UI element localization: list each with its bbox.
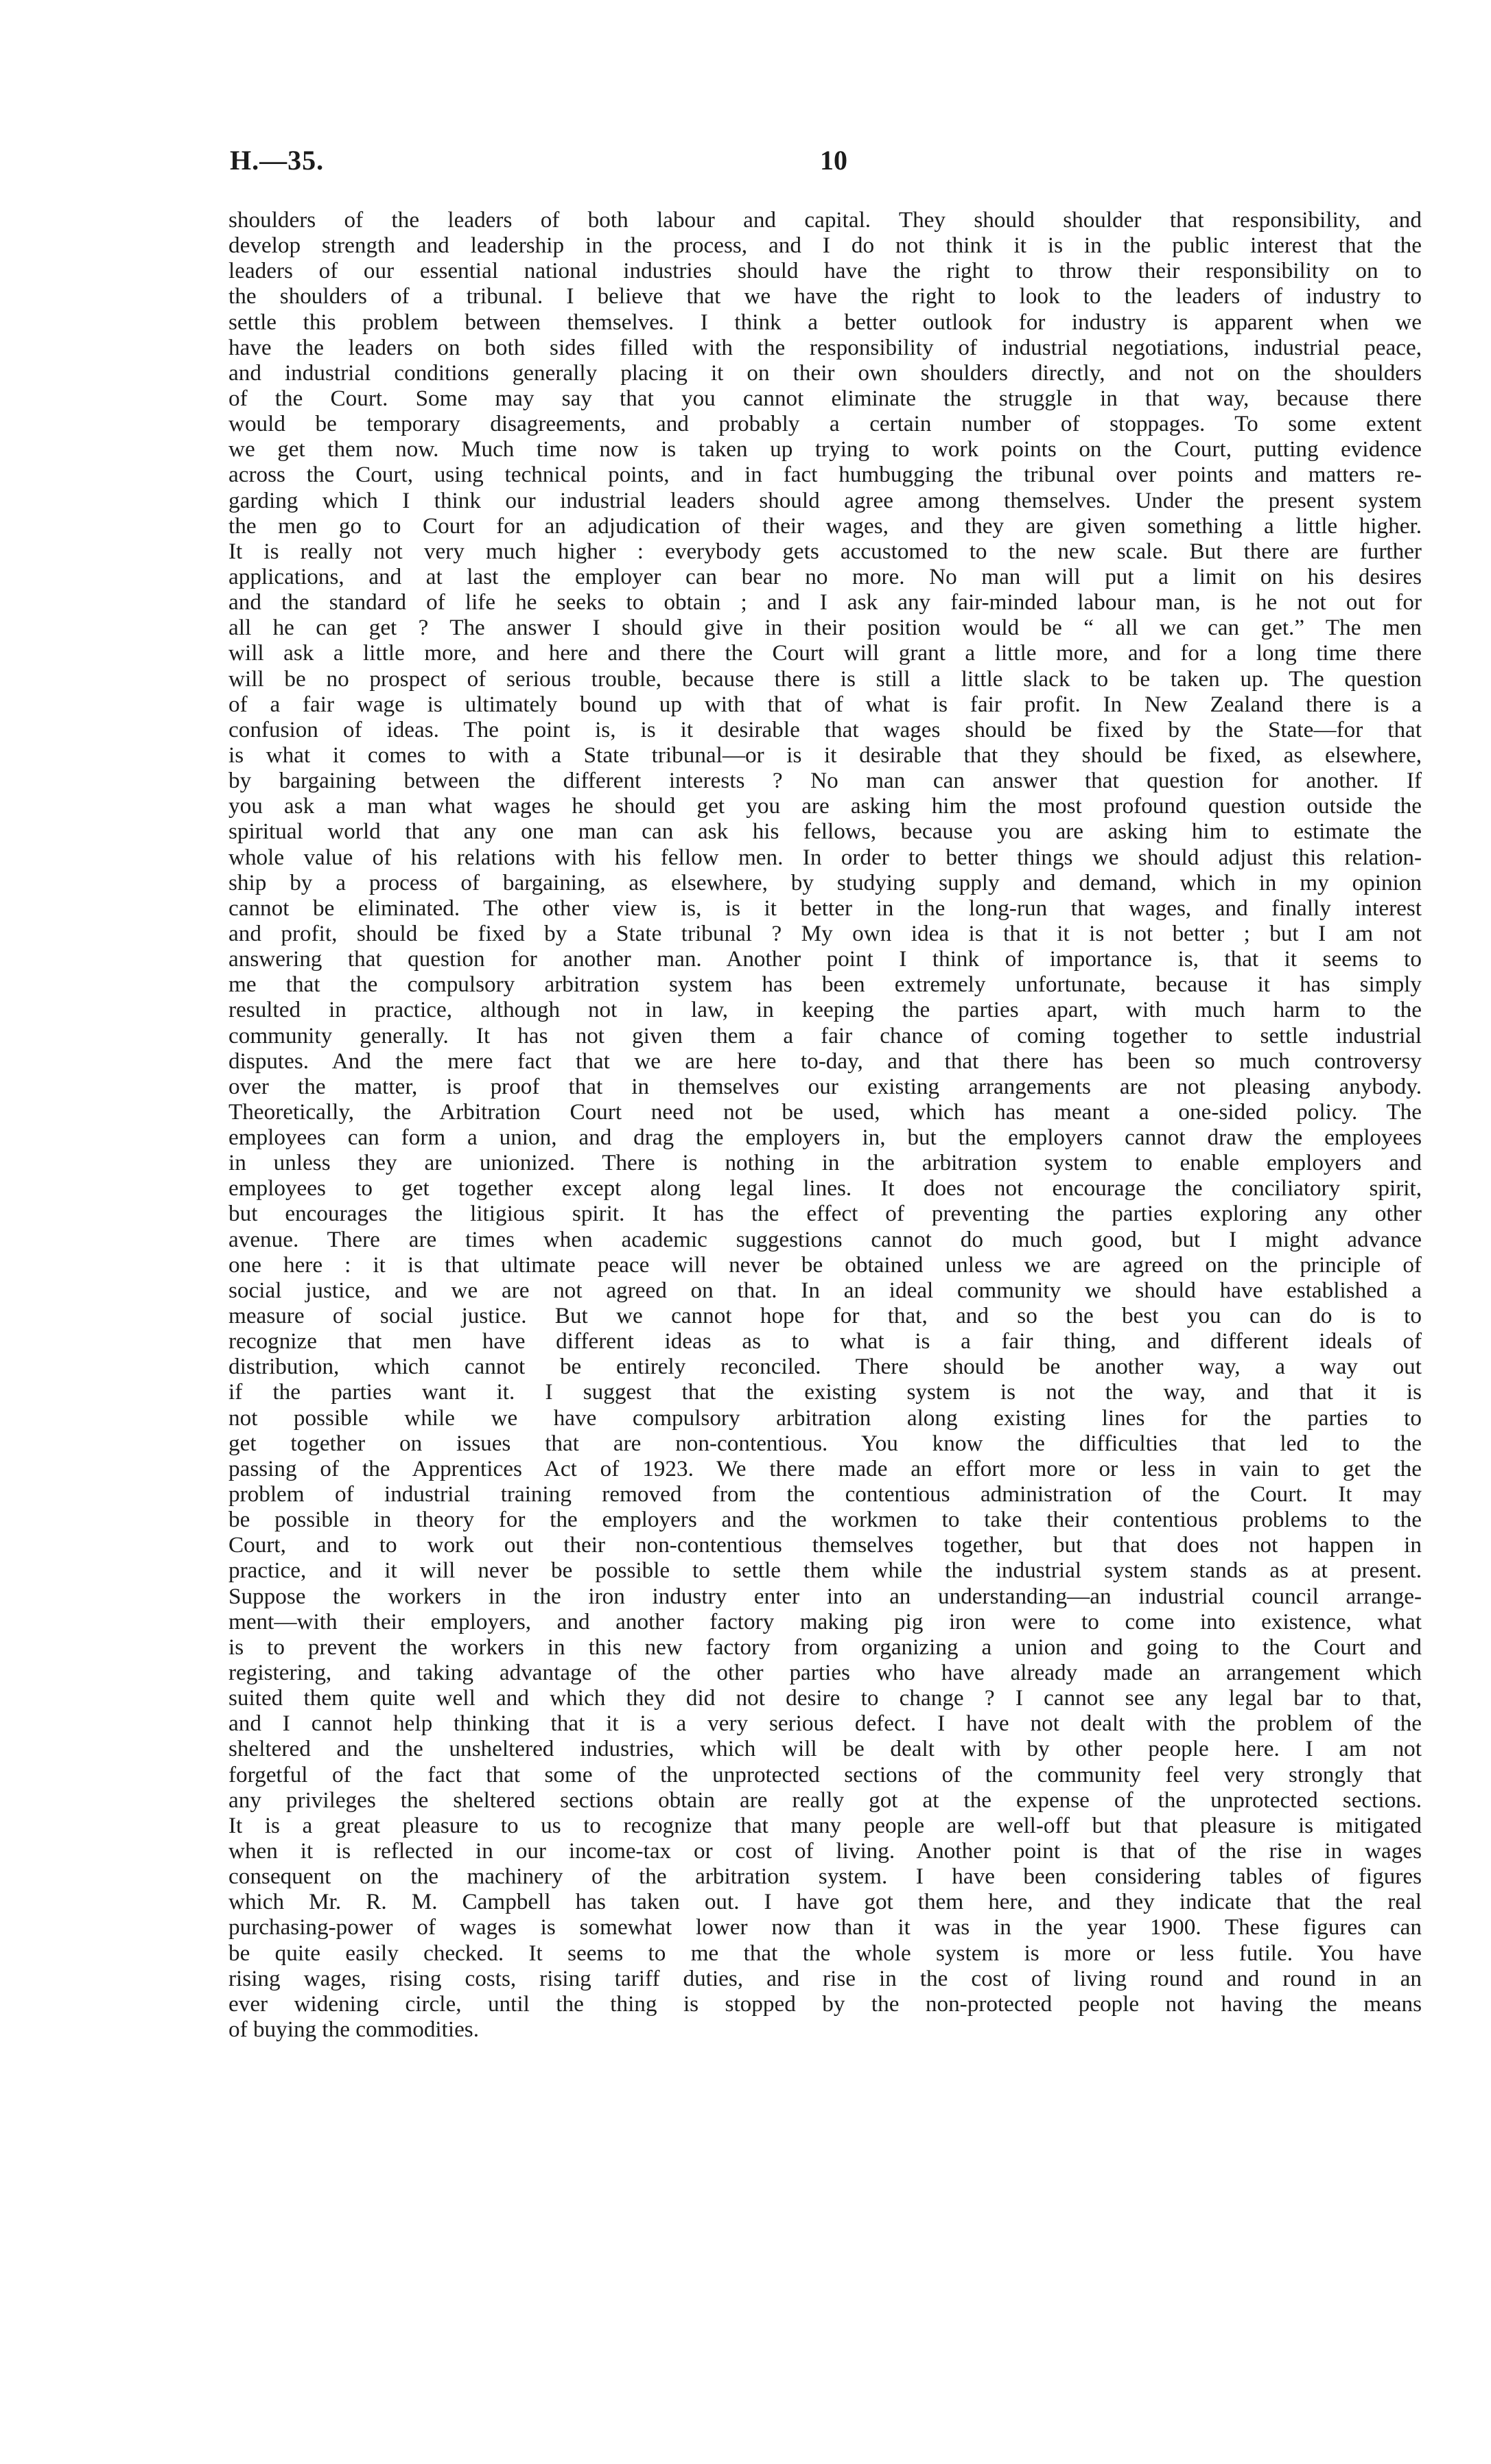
text-line: It is really not very much higher : everybody gets accustomed to the new scale. But there are further	[228, 538, 1422, 564]
text-line: ship by a process of bargaining, as elsewhere, by studying supply and demand, which in my opinion	[228, 869, 1422, 895]
text-line: in unless they are unionized. There is nothing in the arbitration system to enable employers and	[228, 1150, 1422, 1176]
text-line: across the Court, using technical points, and in fact humbugging the tribunal over points and matters re-	[228, 462, 1422, 488]
text-line: Suppose the workers in the iron industry enter into an understanding—an industrial council arrange-	[228, 1583, 1422, 1609]
text-line: of a fair wage is ultimately bound up with that of what is fair profit. In New Zealand there is a	[228, 691, 1422, 717]
text-line: over the matter, is proof that in themselves our existing arrangements are not pleasing anybody.	[228, 1073, 1422, 1099]
text-line: purchasing-power of wages is somewhat lower now than it was in the year 1900. These figures can	[228, 1914, 1422, 1940]
text-line: of the Court. Some may say that you cannot eliminate the struggle in that way, because there	[228, 385, 1422, 411]
text-line: is what it comes to with a State tribunal—or is it desirable that they should be fixed, as elsewhere,	[228, 742, 1422, 768]
text-line: would be temporary disagreements, and probably a certain number of stoppages. To some extent	[228, 411, 1422, 437]
text-line: social justice, and we are not agreed on that. In an ideal community we should have established a	[228, 1277, 1422, 1303]
page-header	[230, 144, 1410, 185]
text-line: passing of the Apprentices Act of 1923. We there made an effort more or less in vain to get the	[228, 1455, 1422, 1481]
text-line: cannot be eliminated. The other view is, is it better in the long-run that wages, and finally interest	[228, 895, 1422, 921]
text-line: have the leaders on both sides filled with the responsibility of industrial negotiations, industrial peace,	[228, 334, 1422, 360]
text-line: whole value of his relations with his fellow men. In order to better things we should adjust this relation-	[228, 844, 1422, 870]
text-line: employees can form a union, and drag the employers in, but the employers cannot draw the employees	[228, 1125, 1422, 1151]
text-line: It is a great pleasure to us to recognize that many people are well-off but that pleasure is mitigated	[228, 1812, 1422, 1838]
text-line: ever widening circle, until the thing is stopped by the non-protected people not having the means	[228, 1991, 1422, 2017]
text-line: forgetful of the fact that some of the unprotected sections of the community feel very strongly that	[228, 1761, 1422, 1787]
text-line: be possible in theory for the employers and the workmen to take their contentious problems to the	[228, 1507, 1422, 1533]
text-line: distribution, which cannot be entirely reconciled. There should be another way, a way out	[228, 1354, 1422, 1380]
text-line: sheltered and the unsheltered industries, which will be dealt with by other people here. I am not	[228, 1736, 1422, 1762]
text-line: suited them quite well and which they did not desire to change ? I cannot see any legal bar to that,	[228, 1685, 1422, 1711]
text-line: recognize that men have different ideas as to what is a fair thing, and different ideals of	[228, 1328, 1422, 1354]
text-line: applications, and at last the employer can bear no more. No man will put a limit on his desires	[228, 563, 1422, 589]
text-line: disputes. And the mere fact that we are here to-day, and that there has been so much controversy	[228, 1048, 1422, 1074]
text-line: we get them now. Much time now is taken up trying to work points on the Court, putting evidence	[228, 436, 1422, 462]
text-line: settle this problem between themselves. I think a better outlook for industry is apparent when we	[228, 309, 1422, 335]
text-line: by bargaining between the different interests ? No man can answer that question for another. If	[228, 768, 1422, 794]
text-line: and industrial conditions generally placing it on their own shoulders directly, and not on the shoulders	[228, 360, 1422, 386]
text-line: resulted in practice, although not in law, in keeping the parties apart, with much harm to the	[228, 997, 1422, 1023]
text-line: measure of social justice. But we cannot hope for that, and so the best you can do is to	[228, 1303, 1422, 1329]
text-line: Court, and to work out their non-contentious themselves together, but that does not happen in	[228, 1532, 1422, 1558]
text-line: leaders of our essential national industries should have the right to throw their responsibility on to	[228, 258, 1422, 284]
text-line: Theoretically, the Arbitration Court need not be used, which has meant a one-sided policy. The	[228, 1099, 1422, 1125]
text-line: shoulders of the leaders of both labour and capital. They should shoulder that responsibility, and	[228, 207, 1422, 233]
text-line: will be no prospect of serious trouble, because there is still a little slack to be taken up. The question	[228, 666, 1422, 692]
document-reference: H.—35.	[230, 145, 325, 176]
text-line: will ask a little more, and here and there the Court will grant a little more, and for a long time there	[228, 640, 1422, 666]
text-line: of buying the commodities.	[228, 2016, 480, 2042]
text-line: garding which I think our industrial leaders should agree among themselves. Under the present system	[228, 487, 1422, 513]
text-line: is to prevent the workers in this new factory from organizing a union and going to the Court and	[228, 1634, 1422, 1660]
text-line: if the parties want it. I suggest that the existing system is not the way, and that it is	[228, 1379, 1422, 1405]
text-line: one here : it is that ultimate peace will never be obtained unless we are agreed on the principle of	[228, 1252, 1422, 1278]
text-line: avenue. There are times when academic suggestions cannot do much good, but I might advance	[228, 1226, 1422, 1252]
text-line: me that the compulsory arbitration system has been extremely unfortunate, because it has simply	[228, 972, 1422, 998]
text-line: spiritual world that any one man can ask his fellows, because you are asking him to estimate the	[228, 819, 1422, 845]
text-line: the men go to Court for an adjudication of their wages, and they are given something a little higher.	[228, 513, 1422, 539]
text-line: answering that question for another man. Another point I think of importance is, that it seems to	[228, 946, 1422, 972]
text-line: when it is reflected in our income-tax or cost of living. Another point is that of the rise in wages	[228, 1838, 1422, 1864]
text-line: all he can get ? The answer I should give in their position would be “ all we can get.” The men	[228, 615, 1422, 641]
text-line: which Mr. R. M. Campbell has taken out. I have got them here, and they indicate that the real	[228, 1889, 1422, 1915]
text-line: and profit, should be fixed by a State tribunal ? My own idea is that it is not better ; but I am not	[228, 920, 1422, 946]
text-line: confusion of ideas. The point is, is it desirable that wages should be fixed by the State—for that	[228, 716, 1422, 742]
text-line: and I cannot help thinking that it is a very serious defect. I have not dealt with the problem of the	[228, 1711, 1422, 1737]
text-line: ment—with their employers, and another factory making pig iron were to come into existence, what	[228, 1608, 1422, 1634]
text-line: but encourages the litigious spirit. It has the effect of preventing the parties exploring any other	[228, 1201, 1422, 1227]
text-line: get together on issues that are non-contentious. You know the difficulties that led to the	[228, 1430, 1422, 1456]
text-line: registering, and taking advantage of the other parties who have already made an arrangement which	[228, 1660, 1422, 1686]
text-line: consequent on the machinery of the arbitration system. I have been considering tables of figures	[228, 1864, 1422, 1890]
text-line: the shoulders of a tribunal. I believe that we have the right to look to the leaders of industry to	[228, 283, 1422, 309]
text-line: be quite easily checked. It seems to me that the whole system is more or less futile. You have	[228, 1940, 1422, 1966]
text-line: not possible while we have compulsory arbitration along existing lines for the parties to	[228, 1405, 1422, 1431]
page-number: 10	[820, 145, 847, 176]
text-line: problem of industrial training removed from the contentious administration of the Court. It may	[228, 1481, 1422, 1507]
text-line: rising wages, rising costs, rising tariff duties, and rise in the cost of living round and round in an	[228, 1965, 1422, 1991]
text-line: employees to get together except along legal lines. It does not encourage the conciliatory spirit,	[228, 1175, 1422, 1201]
text-line: any privileges the sheltered sections obtain are really got at the expense of the unprotected sections.	[228, 1787, 1422, 1813]
text-line: you ask a man what wages he should get you are asking him the most profound question outside the	[228, 793, 1422, 819]
text-line: develop strength and leadership in the process, and I do not think it is in the public interest that the	[228, 233, 1422, 259]
text-line: practice, and it will never be possible to settle them while the industrial system stands as at present.	[228, 1558, 1422, 1584]
text-line: and the standard of life he seeks to obtain ; and I ask any fair-minded labour man, is he not out for	[228, 589, 1422, 615]
body-paragraph	[228, 207, 1422, 2042]
text-line: community generally. It has not given them a fair chance of coming together to settle industrial	[228, 1022, 1422, 1048]
